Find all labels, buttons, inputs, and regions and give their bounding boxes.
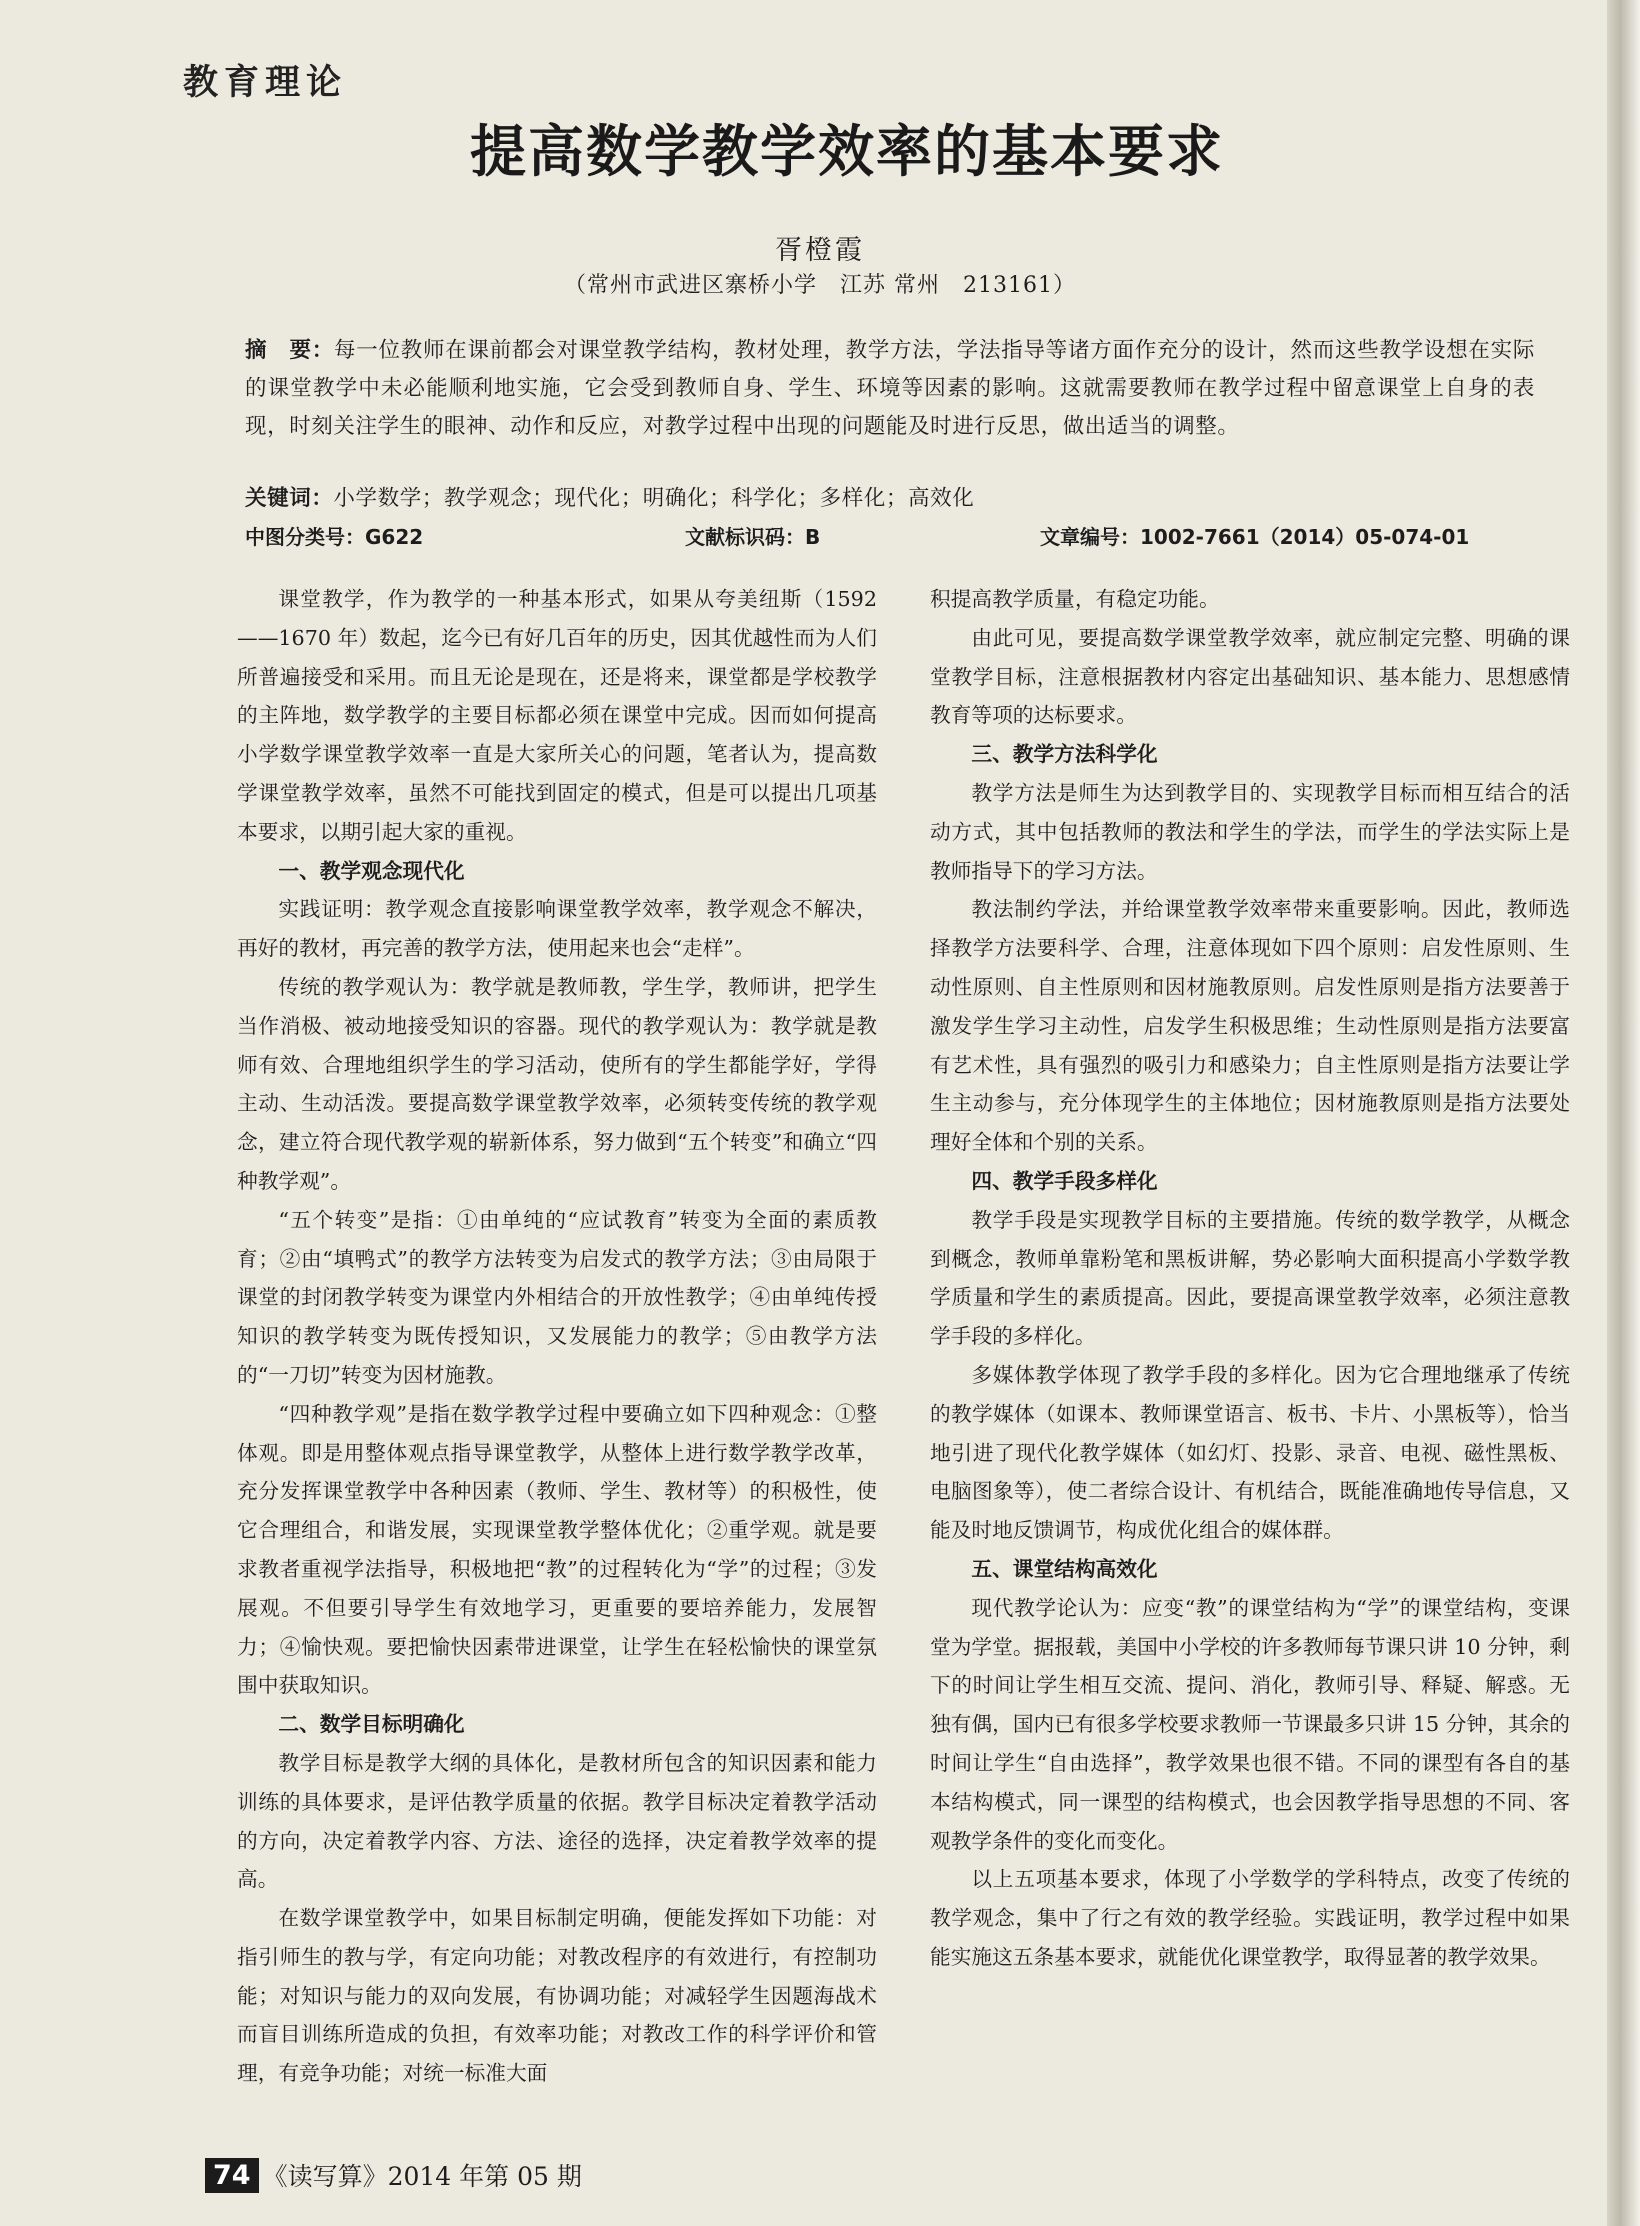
paragraph: 教法制约学法，并给课堂教学效率带来重要影响。因此，教师选择教学方法要科学、合理，注意体现如下四个原则：启发性原则、生动性原则、自主性原则和因材施教原则。启发性原则是指方法要善于激发学生学习主动性，启发学生积极思维；生动性原则是指方法要富有艺术性，具有强烈的吸引力和感染力；自主性原则是指方法要让学生主动参与，充分体现学生的主体地位；因材施教原则是指方法要处理好全体和个别的关系。	[930, 897, 1570, 1155]
paragraph: 教学方法是师生为达到教学目的、实现教学目标而相互结合的活动方式，其中包括教师的教法和学生的学法，而学生的学法实际上是教师指导下的学习方法。	[930, 780, 1570, 883]
paragraph: “五个转变”是指：①由单纯的“应试教育”转变为全面的素质教育；②由“填鸭式”的教学方法转变为启发式的教学方法；③由局限于课堂的封闭教学转变为课堂内外相结合的开放性教学；④由单纯传授知识的教学转变为既传授知识，又发展能力的教学；⑤由教学方法的“一刀切”转变为因材施教。	[237, 1207, 877, 1387]
paragraph: 课堂教学，作为教学的一种基本形式，如果从夸美纽斯（1592——1670 年）数起，迄今已有好几百年的历史，因其优越性而为人们所普遍接受和采用。而且无论是现在，还是将来，课堂都是学校教学的主阵地，数学教学的主要目标都必须在课堂中完成。因而如何提高小学数学课堂教学效率一直是大家所关心的问题，笔者认为，提高数学课堂教学效率，虽然不可能找到固定的模式，但是可以提出几项基本要求，以期引起大家的重视。	[237, 587, 877, 844]
section-heading-3: 三、教学方法科学化	[971, 742, 1158, 767]
section-heading-4: 四、教学手段多样化	[971, 1168, 1158, 1193]
section-heading-1: 一、教学观念现代化	[278, 858, 465, 883]
abstract	[245, 332, 1535, 446]
paragraph: 积提高教学质量，有稳定功能。	[930, 587, 1220, 611]
paragraph: 教学手段是实现教学目标的主要措施。传统的数学教学，从概念到概念，教师单靠粉笔和黑板讲解，势必影响大面积提高小学数学教学质量和学生的素质提高。因此，要提高课堂教学效率，必须注意教学手段的多样化。	[930, 1207, 1570, 1349]
abstract-text: 每一位教师在课前都会对课堂教学结构，教材处理，教学方法，学法指导等诸方面作充分的设计，然而这些教学设想在实际的课堂教学中未必能顺利地实施，它会受到教师自身、学生、环境等因素的影响。这就需要教师在教学过程中留意课堂上自身的表现，时刻关注学生的眼神、动作和反应，对教学过程中出现的问题能及时进行反思，做出适当的调整。	[245, 338, 1536, 439]
article-title: 提高数学教学效率的基本要求	[470, 120, 1224, 185]
paragraph: 传统的教学观认为：教学就是教师教，学生学，教师讲，把学生当作消极、被动地接受知识的容器。现代的教学观认为：教学就是教师有效、合理地组织学生的学习活动，使所有的学生都能学好，学得主动、生动活泼。要提高数学课堂教学效率，必须转变传统的教学观念，建立符合现代教学观的崭新体系，努力做到“五个转变”和确立“四种教学观”。	[237, 974, 877, 1193]
page-number: 74	[205, 2158, 259, 2193]
clc-number: 中图分类号：G622	[245, 525, 424, 549]
journal-issue: 《读写算》2014 年第 05 期	[262, 2162, 582, 2191]
section-heading-2: 二、数学目标明确化	[278, 1712, 465, 1737]
paragraph: 实践证明：教学观念直接影响课堂教学效率，教学观念不解决，再好的教材，再完善的教学方法，使用起来也会“走样”。	[237, 897, 877, 961]
keywords-label: 关键词：	[245, 486, 334, 511]
author-name: 胥橙霞	[775, 235, 865, 266]
abstract-label: 摘 要：	[245, 338, 334, 363]
paragraph: “四种教学观”是指在数学教学过程中要确立如下四种观念：①整体观。即是用整体观点指导课堂教学，从整体上进行数学教学改革，充分发挥课堂教学中各种因素（教师、学生、教材等）的积极性，使它合理组合，和谐发展，实现课堂教学整体优化；②重学观。就是要求教者重视学法指导，积极地把“教”的过程转化为“学”的过程；③发展观。不但要引导学生有效地学习，更重要的要培养能力，发展智力；④愉快观。要把愉快因素带进课堂，让学生在轻松愉快的课堂氛围中获取知识。	[237, 1401, 877, 1698]
paragraph: 现代教学论认为：应变“教”的课堂结构为“学”的课堂结构，变课堂为学堂。据报载，美国中小学校的许多教师每节课只讲 10 分钟，剩下的时间让学生相互交流、提问、消化，教师引导、释疑、解惑。无独有偶，国内已有很多学校要求教师一节课最多只讲 15 分钟，其余的时间让学生“自由选择”，教学效果也很不错。不同的课型有各自的基本结构模式，同一课型的结构模式，也会因教学指导思想的不同、客观教学条件的变化而变化。	[930, 1595, 1570, 1853]
paragraph: 教学目标是教学大纲的具体化，是教材所包含的知识因素和能力训练的具体要求，是评估教学质量的依据。教学目标决定着教学活动的方向，决定着教学内容、方法、途径的选择，决定着教学效率的提高。	[237, 1750, 877, 1892]
document-code: 文献标识码：B	[685, 525, 821, 549]
section-heading-5: 五、课堂结构高效化	[971, 1556, 1158, 1581]
page-edge	[1607, 0, 1640, 2226]
body-column-left	[237, 580, 877, 2093]
article-number: 文章编号：1002-7661（2014）05-074-01	[1040, 525, 1470, 549]
body-column-right	[930, 580, 1570, 1977]
keywords-text: 小学数学；教学观念；现代化；明确化；科学化；多样化；高效化	[333, 486, 975, 511]
page-footer	[205, 2153, 582, 2197]
paragraph: 在数学课堂教学中，如果目标制定明确，便能发挥如下功能：对指引师生的教与学，有定向功能；对教改程序的有效进行，有控制功能；对知识与能力的双向发展，有协调功能；对减轻学生因题海战术而盲目训练所造成的负担，有效率功能；对教改工作的科学评价和管理，有竞争功能；对统一标准大面	[237, 1906, 877, 2086]
keywords	[245, 484, 1535, 514]
paragraph: 由此可见，要提高数学课堂教学效率，就应制定完整、明确的课堂教学目标，注意根据教材内容定出基础知识、基本能力、思想感情教育等项的达标要求。	[930, 625, 1570, 728]
column-tag: 教育理论	[183, 63, 348, 103]
paragraph: 多媒体教学体现了教学手段的多样化。因为它合理地继承了传统的教学媒体（如课本、教师课堂语言、板书、卡片、小黑板等），恰当地引进了现代化教学媒体（如幻灯、投影、录音、电视、磁性黑板、电脑图象等），使二者综合设计、有机结合，既能准确地传导信息，又能及时地反馈调节，构成优化组合的媒体群。	[930, 1362, 1570, 1543]
paragraph: 以上五项基本要求，体现了小学数学的学科特点，改变了传统的教学观念，集中了行之有效的教学经验。实践证明，教学过程中如果能实施这五条基本要求，就能优化课堂教学，取得显著的教学效果。	[930, 1867, 1570, 1969]
author-affiliation: （常州市武进区寨桥小学 江苏 常州 213161）	[564, 273, 1076, 298]
